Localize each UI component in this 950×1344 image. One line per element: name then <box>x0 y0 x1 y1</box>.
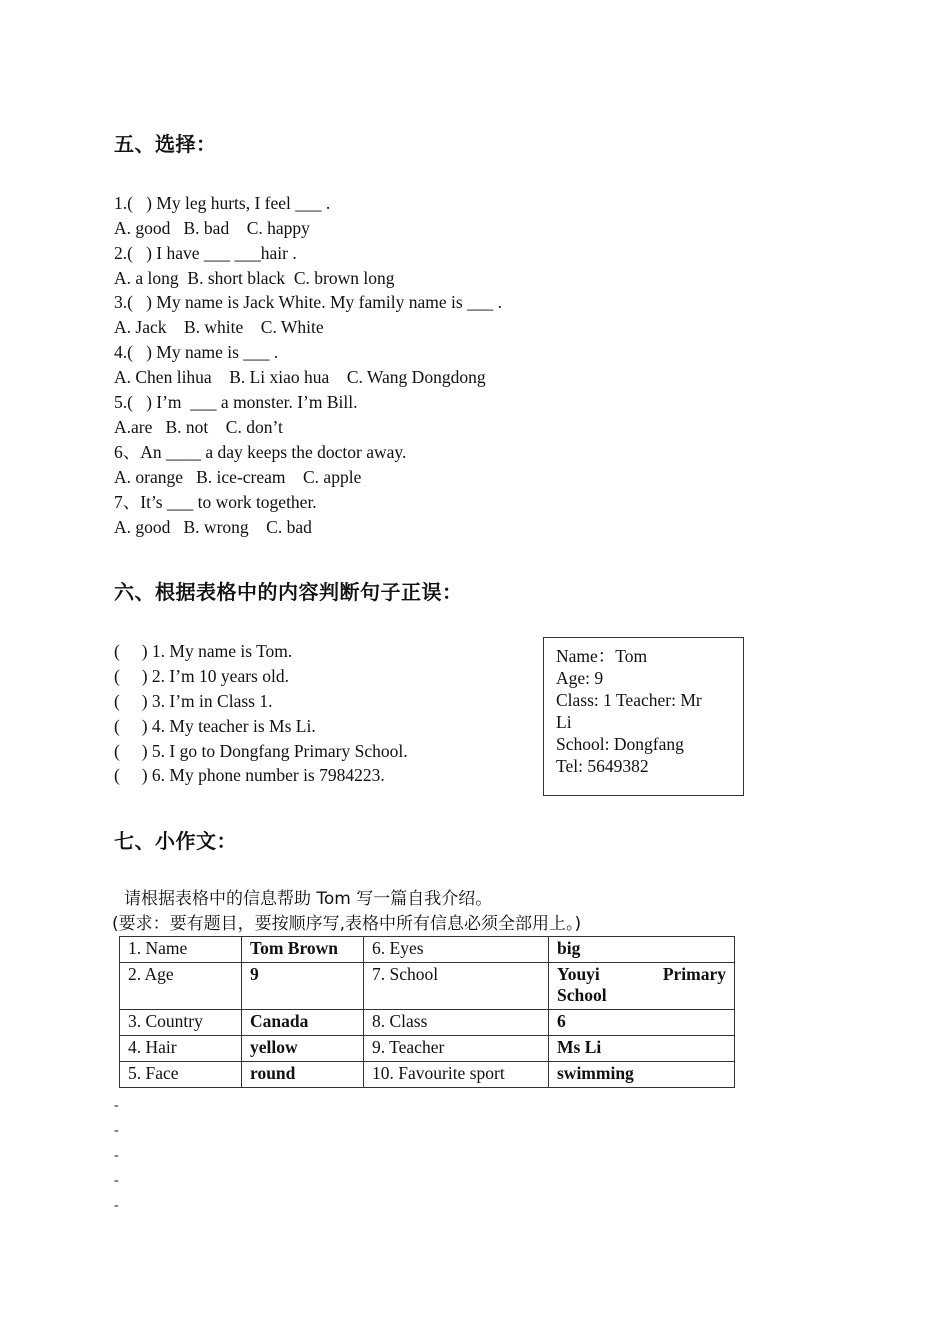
info-box <box>543 637 744 796</box>
options-line: A. good B. bad C. happy <box>114 218 310 238</box>
question-line: 6、An ____ a day keeps the doctor away. <box>114 442 407 462</box>
statement-line: ( ) 1. My name is Tom. <box>114 641 293 661</box>
writing-line-marker: - <box>114 1173 119 1188</box>
composition-requirement: (要求：要有题目，要按顺序写,表格中所有信息必须全部用上。) <box>112 914 582 934</box>
table-label: 5. Face <box>120 1062 242 1088</box>
writing-line-marker: - <box>114 1198 119 1213</box>
info-name: Name：Tom <box>556 646 648 666</box>
writing-line-marker: - <box>114 1148 119 1163</box>
question-line: 3.( ) My name is Jack White. My family name is ___ . <box>114 292 503 312</box>
statement-line: ( ) 2. I’m 10 years old. <box>114 666 289 686</box>
school-word: School <box>557 985 607 1005</box>
table-row <box>120 1036 735 1062</box>
statement-line: ( ) 3. I’m in Class 1. <box>114 691 273 711</box>
table-row <box>120 1010 735 1036</box>
table-value: yellow <box>242 1036 364 1062</box>
school-word: Primary <box>662 964 726 984</box>
options-line: A. good B. wrong C. bad <box>114 517 312 537</box>
writing-line-marker: - <box>114 1098 119 1113</box>
info-school: School: Dongfang <box>556 734 684 754</box>
table-value: 6 <box>549 1010 735 1036</box>
table-value: Ms Li <box>549 1036 735 1062</box>
options-line: A. a long B. short black C. brown long <box>114 268 395 288</box>
table-label: 10. Favourite sport <box>364 1062 549 1088</box>
question-line: 7、It’s ___ to work together. <box>114 492 317 512</box>
info-class-teacher: Class: 1 Teacher: Mr <box>556 690 702 710</box>
question-line: 5.( ) I’m ___ a monster. I’m Bill. <box>114 392 358 412</box>
table-value: Canada <box>242 1010 364 1036</box>
table-label: 1. Name <box>120 937 242 963</box>
school-word: Youyi <box>557 964 600 984</box>
section6-title: 六、根据表格中的内容判断句子正误： <box>114 580 463 604</box>
section5-title: 五、选择： <box>114 132 217 156</box>
table-value: round <box>242 1062 364 1088</box>
composition-instruction: 请根据表格中的信息帮助 Tom 写一篇自我介绍。 <box>124 889 493 909</box>
table-value: 9 <box>242 963 364 1010</box>
table-label: 6. Eyes <box>364 937 549 963</box>
table-label: 4. Hair <box>120 1036 242 1062</box>
options-line: A. Chen lihua B. Li xiao hua C. Wang Dongdong <box>114 367 486 387</box>
table-value: swimming <box>549 1062 735 1088</box>
table-label: 2. Age <box>120 963 242 1010</box>
info-tel: Tel: 5649382 <box>556 756 649 776</box>
table-row <box>120 1062 735 1088</box>
question-line: 4.( ) My name is ___ . <box>114 342 279 362</box>
options-line: A. Jack B. white C. White <box>114 317 324 337</box>
options-line: A.are B. not C. don’t <box>114 417 283 437</box>
question-line: 1.( ) My leg hurts, I feel ___ . <box>114 193 331 213</box>
writing-line-marker: - <box>114 1123 119 1138</box>
table-label: 7. School <box>364 963 549 1010</box>
info-table <box>119 936 735 1088</box>
table-value: big <box>549 937 735 963</box>
statement-line: ( ) 4. My teacher is Ms Li. <box>114 716 316 736</box>
info-class-teacher-cont: Li <box>556 712 572 732</box>
statement-line: ( ) 5. I go to Dongfang Primary School. <box>114 741 408 761</box>
table-label: 9. Teacher <box>364 1036 549 1062</box>
question-line: 2.( ) I have ___ ___hair . <box>114 243 297 263</box>
statement-line: ( ) 6. My phone number is 7984223. <box>114 765 385 785</box>
table-label: 8. Class <box>364 1010 549 1036</box>
info-age: Age: 9 <box>556 668 604 688</box>
options-line: A. orange B. ice-cream C. apple <box>114 467 362 487</box>
table-value: Tom Brown <box>242 937 364 963</box>
section7-title: 七、小作文： <box>114 829 237 853</box>
table-value-school <box>549 963 735 1010</box>
table-row <box>120 937 735 963</box>
table-row <box>120 963 735 1010</box>
table-label: 3. Country <box>120 1010 242 1036</box>
